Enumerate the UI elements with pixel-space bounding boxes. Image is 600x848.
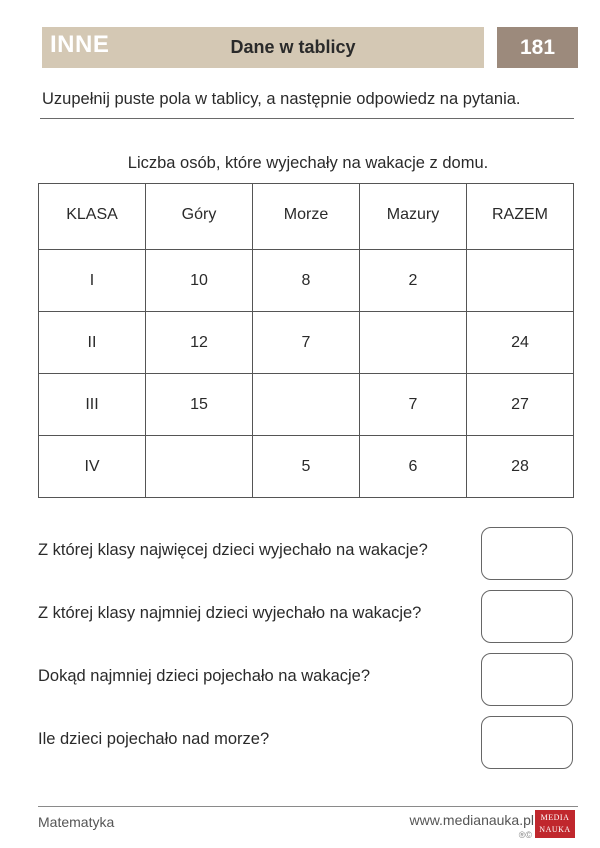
answer-box[interactable]	[481, 716, 573, 769]
column-header-mountains: Góry	[146, 184, 253, 250]
table-cell: II	[39, 312, 146, 374]
table-cell: IV	[39, 436, 146, 498]
table-cell: 24	[467, 312, 574, 374]
table-cell: 28	[467, 436, 574, 498]
page-number: 181	[497, 27, 578, 68]
logo-line-2: NAUKA	[539, 825, 571, 834]
answer-box[interactable]	[481, 653, 573, 706]
footer-subject: Matematyka	[38, 814, 115, 830]
table-cell: 10	[146, 250, 253, 312]
question-item	[38, 527, 578, 590]
data-table	[38, 183, 574, 498]
instruction-text: Uzupełnij puste pola w tablicy, a następnie odpowiedz na pytania.	[42, 90, 521, 108]
table-cell: I	[39, 250, 146, 312]
question-item	[38, 716, 578, 779]
logo-line-1: MEDIA	[540, 813, 570, 822]
media-nauka-logo	[535, 810, 575, 838]
table-cell: 8	[253, 250, 360, 312]
divider	[40, 118, 574, 119]
table-cell-blank[interactable]	[253, 374, 360, 436]
table-cell-blank[interactable]	[467, 250, 574, 312]
table-cell: 5	[253, 436, 360, 498]
footer-divider	[38, 806, 578, 807]
footer-copyright: ®©	[518, 830, 532, 840]
answer-box[interactable]	[481, 527, 573, 580]
table-cell: 7	[360, 374, 467, 436]
table-caption: Liczba osób, które wyjechały na wakacje z domu.	[127, 154, 489, 172]
table-cell: 6	[360, 436, 467, 498]
column-header-lakes: Mazury	[360, 184, 467, 250]
column-header-total: RAZEM	[467, 184, 574, 250]
table-header-row	[39, 184, 574, 250]
table-cell: 7	[253, 312, 360, 374]
table-cell: 27	[467, 374, 574, 436]
answer-box[interactable]	[481, 590, 573, 643]
page-title: Dane w tablicy	[230, 37, 356, 57]
table-cell: III	[39, 374, 146, 436]
table-row	[39, 250, 574, 312]
question-text: Z której klasy najwięcej dzieci wyjechało na wakacje?	[38, 541, 428, 559]
header-category: INNE	[50, 31, 110, 58]
footer-website-link[interactable]: www.medianauka.pl	[409, 812, 534, 828]
table-cell: 15	[146, 374, 253, 436]
table-cell-blank[interactable]	[146, 436, 253, 498]
question-text: Ile dzieci pojechało nad morze?	[38, 730, 270, 748]
table-row	[39, 312, 574, 374]
table-row	[39, 374, 574, 436]
header-bar	[42, 27, 484, 68]
questions-list	[38, 527, 578, 779]
table-cell: 2	[360, 250, 467, 312]
column-header-class: KLASA	[39, 184, 146, 250]
question-item	[38, 653, 578, 716]
question-text: Z której klasy najmniej dzieci wyjechało na wakacje?	[38, 604, 422, 622]
question-text: Dokąd najmniej dzieci pojechało na wakacje?	[38, 667, 371, 685]
column-header-sea: Morze	[253, 184, 360, 250]
question-item	[38, 590, 578, 653]
table-cell: 12	[146, 312, 253, 374]
table-cell-blank[interactable]	[360, 312, 467, 374]
table-row	[39, 436, 574, 498]
